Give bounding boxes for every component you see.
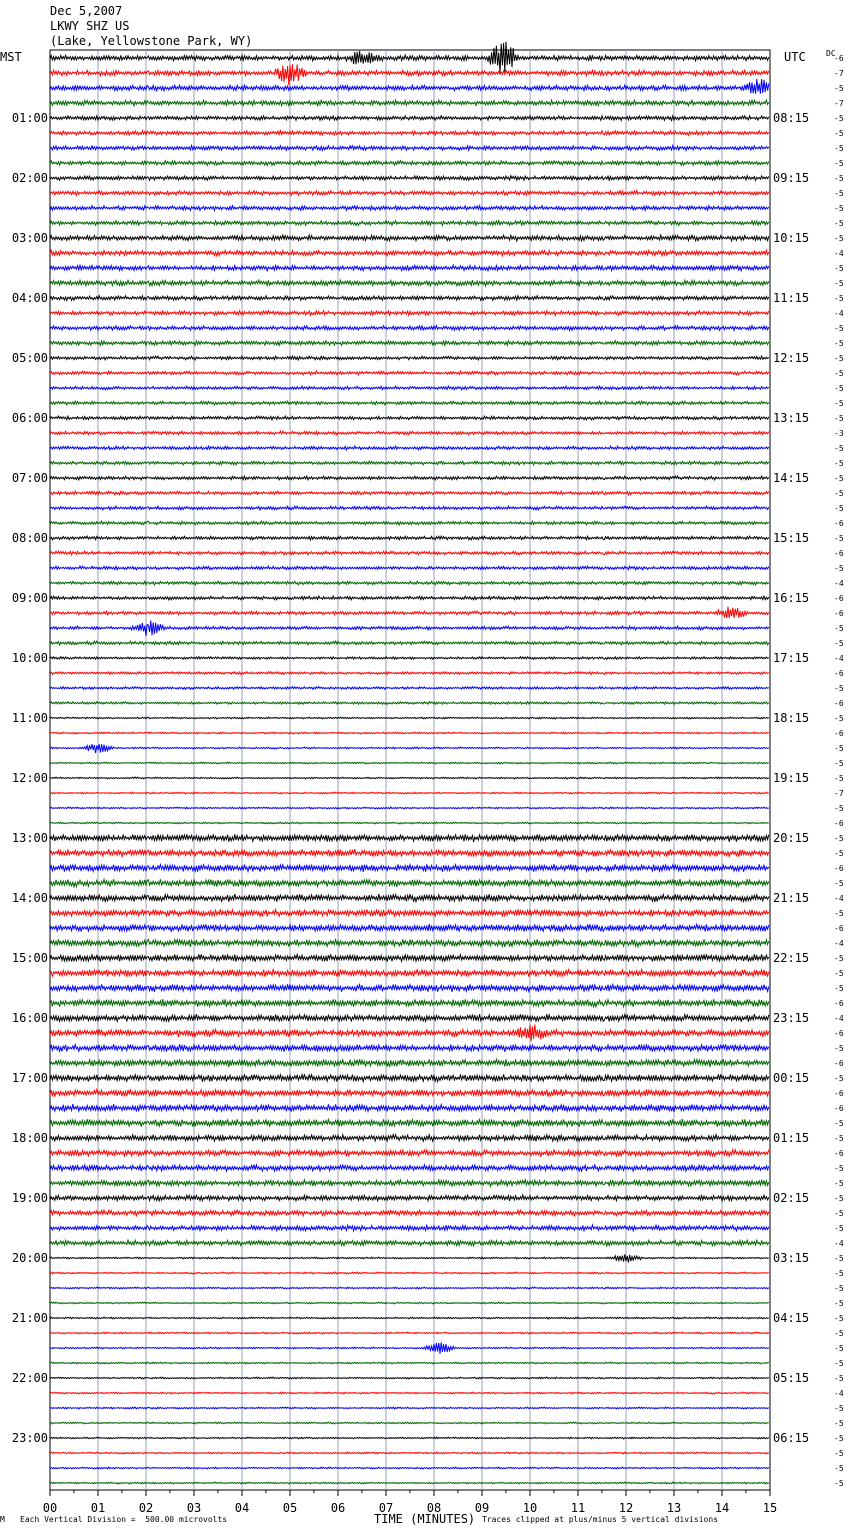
- trace-line: [50, 581, 769, 585]
- dc-offset-label: -5: [834, 1119, 844, 1128]
- utc-hour-label: 02:15: [773, 1191, 810, 1205]
- plot-frame: [50, 50, 770, 1490]
- dc-offset-label: -5: [834, 1269, 844, 1278]
- utc-hour-label: 10:15: [773, 231, 810, 245]
- trace-line: [50, 1210, 769, 1216]
- mst-hour-label: 12:00: [11, 771, 48, 785]
- dc-offset-label: -5: [834, 384, 844, 393]
- utc-hour-label: 20:15: [773, 831, 810, 845]
- dc-offset-label: -3: [834, 429, 844, 438]
- dc-offset-label: -4: [834, 1389, 844, 1398]
- dc-offset-label: -6: [834, 549, 844, 558]
- dc-offset-label: -4: [834, 249, 844, 258]
- trace-line: [50, 131, 769, 136]
- utc-hour-label: 13:15: [773, 411, 810, 425]
- dc-offset-label: -6: [834, 699, 844, 708]
- dc-offset-label: -5: [834, 1179, 844, 1188]
- trace-line: [50, 924, 769, 932]
- mst-hour-label: 07:00: [11, 471, 48, 485]
- dc-offset-label: -5: [834, 1479, 844, 1488]
- dc-offset-label: -5: [834, 1434, 844, 1443]
- dc-offset-label: -6: [834, 729, 844, 738]
- trace-line: [50, 566, 769, 570]
- dc-offset-label: -5: [834, 1209, 844, 1218]
- trace-line: [50, 1074, 769, 1082]
- trace-line: [50, 1059, 769, 1067]
- dc-offset-label: -5: [834, 1224, 844, 1233]
- trace-line: [50, 1332, 769, 1334]
- trace-line: [50, 1254, 769, 1262]
- trace-line: [50, 1482, 769, 1484]
- trace-line: [50, 431, 769, 435]
- dc-offset-label: -5: [834, 1044, 844, 1053]
- trace-line: [50, 822, 769, 824]
- trace-line: [50, 1362, 769, 1364]
- x-tick-label: 01: [90, 1501, 106, 1515]
- utc-hour-label: 06:15: [773, 1431, 810, 1445]
- x-tick-label: 07: [378, 1501, 394, 1515]
- x-tick-label: 02: [138, 1501, 154, 1515]
- dc-offset-label: -5: [834, 1449, 844, 1458]
- station-label: LKWY SHZ US: [50, 19, 130, 33]
- dc-offset-label: -5: [834, 204, 844, 213]
- mst-hour-label: 19:00: [11, 1191, 48, 1205]
- dc-offset-label: -6: [834, 864, 844, 873]
- utc-hour-label: 19:15: [773, 771, 810, 785]
- right-axis-title: UTC: [784, 50, 806, 64]
- dc-offset-label: -7: [834, 99, 844, 108]
- trace-line: [50, 834, 769, 842]
- x-tick-label: 08: [426, 1501, 442, 1515]
- trace-line: [50, 1407, 769, 1409]
- trace-line: [50, 1135, 769, 1142]
- trace-line: [50, 894, 769, 902]
- dc-offset-label: -4: [834, 654, 844, 663]
- trace-line: [50, 491, 769, 495]
- dc-offset-label: -5: [834, 474, 844, 483]
- trace-line: [50, 1024, 769, 1041]
- trace-line: [50, 146, 769, 151]
- clip-note: Traces clipped at plus/minus 5 vertical divisions: [482, 1515, 719, 1524]
- mst-hour-label: 20:00: [11, 1251, 48, 1265]
- utc-hour-label: 05:15: [773, 1371, 810, 1385]
- utc-hour-label: 18:15: [773, 711, 810, 725]
- mst-hour-label: 18:00: [11, 1131, 48, 1145]
- dc-offset-label: -5: [834, 129, 844, 138]
- x-tick-label: 03: [186, 1501, 202, 1515]
- dc-offset-label: -5: [834, 684, 844, 693]
- dc-offset-label: -6: [834, 819, 844, 828]
- dc-offset-label: -5: [834, 834, 844, 843]
- location-label: (Lake, Yellowstone Park, WY): [50, 34, 253, 48]
- trace-line: [50, 939, 769, 947]
- dc-offset-label: -5: [834, 444, 844, 453]
- trace-line: [50, 42, 769, 73]
- dc-offset-label: -5: [834, 459, 844, 468]
- trace-line: [50, 1240, 769, 1246]
- mst-hour-label: 23:00: [11, 1431, 48, 1445]
- dc-offset-label: -5: [834, 1374, 844, 1383]
- trace-line: [50, 672, 769, 675]
- trace-line: [50, 461, 769, 465]
- trace-line: [50, 999, 769, 1007]
- utc-hour-label: 16:15: [773, 591, 810, 605]
- trace-line: [50, 1317, 769, 1319]
- left-axis-title: MST: [0, 50, 22, 64]
- dc-offset-label: -5: [834, 354, 844, 363]
- trace-line: [50, 1392, 769, 1394]
- trace-line: [50, 954, 769, 961]
- scale-note: Each Vertical Division = 500.00 microvolts: [20, 1515, 228, 1524]
- dc-offset-label: -5: [834, 489, 844, 498]
- date-label: Dec 5,2007: [50, 4, 123, 18]
- trace-line: [50, 521, 769, 525]
- trace-line: [50, 446, 769, 450]
- trace-line: [50, 732, 769, 734]
- trace-line: [50, 296, 769, 301]
- trace-line: [50, 536, 769, 540]
- dc-offset-label: -6: [834, 54, 844, 63]
- mst-hour-label: 03:00: [11, 231, 48, 245]
- trace-line: [50, 506, 769, 510]
- trace-line: [50, 1180, 769, 1187]
- dc-offset-label: -5: [834, 534, 844, 543]
- mst-hour-label: 10:00: [11, 651, 48, 665]
- dc-offset-label: -4: [834, 309, 844, 318]
- x-tick-label: 04: [234, 1501, 250, 1515]
- dc-offset-label: -6: [834, 669, 844, 678]
- trace-line: [50, 1150, 769, 1157]
- dc-offset-label: -6: [834, 1104, 844, 1113]
- dc-offset-label: -6: [834, 999, 844, 1008]
- utc-hour-label: 23:15: [773, 1011, 810, 1025]
- dc-offset-label: -5: [834, 174, 844, 183]
- x-tick-label: 00: [42, 1501, 58, 1515]
- dc-offset-label: -5: [834, 849, 844, 858]
- dc-offset-label: -5: [834, 774, 844, 783]
- trace-line: [50, 1377, 769, 1379]
- trace-line: [50, 1452, 769, 1454]
- dc-offset-label: -6: [834, 1029, 844, 1038]
- trace-line: [50, 777, 769, 779]
- dc-offset-label: -5: [834, 1194, 844, 1203]
- trace-line: [50, 116, 769, 121]
- dc-offset-label: -5: [834, 324, 844, 333]
- trace-line: [50, 1225, 769, 1231]
- dc-offset-label: -5: [834, 744, 844, 753]
- dc-offset-label: -5: [834, 909, 844, 918]
- dc-offset-label: -5: [834, 1164, 844, 1173]
- dc-label: DC: [826, 49, 836, 58]
- trace-line: [50, 206, 769, 211]
- dc-offset-label: -6: [834, 519, 844, 528]
- x-axis-title: TIME (MINUTES): [374, 1512, 476, 1526]
- dc-offset-label: -5: [834, 264, 844, 273]
- trace-line: [50, 702, 769, 705]
- trace-line: [50, 879, 769, 887]
- x-tick-label: 05: [282, 1501, 298, 1515]
- dc-offset-label: -5: [834, 279, 844, 288]
- dc-offset-label: -5: [834, 159, 844, 168]
- mst-hour-label: 16:00: [11, 1011, 48, 1025]
- corner-mark: M: [0, 1515, 5, 1524]
- dc-offset-label: -5: [834, 339, 844, 348]
- dc-offset-label: -4: [834, 1014, 844, 1023]
- trace-line: [50, 1422, 769, 1424]
- dc-offset-label: -5: [834, 504, 844, 513]
- trace-line: [50, 64, 769, 85]
- trace-line: [50, 687, 769, 690]
- mst-hour-label: 05:00: [11, 351, 48, 365]
- trace-line: [50, 371, 769, 375]
- dc-offset-label: -5: [834, 1419, 844, 1428]
- trace-line: [50, 386, 769, 390]
- mst-hour-label: 22:00: [11, 1371, 48, 1385]
- mst-hour-label: 02:00: [11, 171, 48, 185]
- trace-line: [50, 1104, 769, 1112]
- trace-line: [50, 744, 769, 753]
- dc-offset-label: -5: [834, 1284, 844, 1293]
- mst-hour-label: 08:00: [11, 531, 48, 545]
- trace-line: [50, 311, 769, 316]
- trace-line: [50, 280, 769, 286]
- mst-hour-label: 15:00: [11, 951, 48, 965]
- utc-hour-label: 04:15: [773, 1311, 810, 1325]
- mst-hour-label: 04:00: [11, 291, 48, 305]
- trace-line: [50, 717, 769, 719]
- dc-offset-label: -5: [834, 219, 844, 228]
- trace-line: [50, 1467, 769, 1469]
- dc-offset-label: -5: [834, 369, 844, 378]
- mst-hour-label: 13:00: [11, 831, 48, 845]
- trace-line: [50, 792, 769, 794]
- x-tick-label: 09: [474, 1501, 490, 1515]
- dc-offset-label: -5: [834, 1074, 844, 1083]
- utc-hour-label: 17:15: [773, 651, 810, 665]
- trace-line: [50, 1272, 769, 1274]
- trace-line: [50, 356, 769, 360]
- x-tick-label: 06: [330, 1501, 346, 1515]
- dc-offset-label: -5: [834, 294, 844, 303]
- dc-offset-label: -5: [834, 879, 844, 888]
- dc-offset-label: -5: [834, 1464, 844, 1473]
- mst-hour-label: 11:00: [11, 711, 48, 725]
- trace-line: [50, 909, 769, 917]
- trace-line: [50, 621, 769, 636]
- dc-offset-label: -6: [834, 1089, 844, 1098]
- trace-line: [50, 657, 769, 660]
- dc-offset-label: -5: [834, 399, 844, 408]
- dc-offset-label: -5: [834, 564, 844, 573]
- dc-offset-label: -7: [834, 789, 844, 798]
- utc-hour-label: 00:15: [773, 1071, 810, 1085]
- dc-offset-label: -5: [834, 1329, 844, 1338]
- trace-line: [50, 762, 769, 764]
- x-tick-label: 11: [570, 1501, 586, 1515]
- trace-line: [50, 100, 769, 106]
- dc-offset-label: -4: [834, 1239, 844, 1248]
- dc-offset-label: -5: [834, 189, 844, 198]
- dc-offset-label: -5: [834, 804, 844, 813]
- mst-hour-label: 09:00: [11, 591, 48, 605]
- dc-offset-label: -5: [834, 969, 844, 978]
- dc-offset-label: -5: [834, 414, 844, 423]
- utc-hour-label: 14:15: [773, 471, 810, 485]
- trace-line: [50, 221, 769, 226]
- utc-hour-label: 08:15: [773, 111, 810, 125]
- trace-line: [50, 607, 769, 618]
- trace-line: [50, 476, 769, 480]
- mst-hour-label: 06:00: [11, 411, 48, 425]
- dc-offset-label: -5: [834, 1134, 844, 1143]
- trace-line: [50, 1302, 769, 1304]
- x-tick-label: 10: [522, 1501, 538, 1515]
- trace-line: [50, 416, 769, 420]
- utc-hour-label: 22:15: [773, 951, 810, 965]
- dc-offset-label: -4: [834, 579, 844, 588]
- utc-hour-label: 15:15: [773, 531, 810, 545]
- mst-hour-label: 01:00: [11, 111, 48, 125]
- x-tick-label: 15: [762, 1501, 778, 1515]
- trace-line: [50, 984, 769, 992]
- dc-offset-label: -5: [834, 144, 844, 153]
- dc-offset-label: -7: [834, 69, 844, 78]
- dc-offset-label: -5: [834, 1344, 844, 1353]
- dc-offset-label: -5: [834, 1359, 844, 1368]
- dc-offset-label: -5: [834, 1254, 844, 1263]
- trace-line: [50, 235, 769, 241]
- trace-line: [50, 341, 769, 346]
- trace-line: [50, 1437, 769, 1439]
- dc-offset-label: -6: [834, 1059, 844, 1068]
- dc-offset-label: -5: [834, 984, 844, 993]
- trace-line: [50, 1014, 769, 1022]
- trace-line: [50, 250, 769, 256]
- trace-line: [50, 176, 769, 181]
- trace-line: [50, 265, 769, 271]
- dc-offset-label: -5: [834, 114, 844, 123]
- dc-offset-label: -4: [834, 939, 844, 948]
- trace-line: [50, 969, 769, 977]
- trace-line: [50, 1287, 769, 1289]
- dc-offset-label: -4: [834, 894, 844, 903]
- dc-offset-label: -6: [834, 609, 844, 618]
- trace-line: [50, 1089, 769, 1096]
- trace-line: [50, 807, 769, 809]
- dc-offset-label: -6: [834, 1149, 844, 1158]
- dc-offset-label: -5: [834, 714, 844, 723]
- dc-offset-label: -5: [834, 624, 844, 633]
- trace-line: [50, 191, 769, 196]
- trace-line: [50, 326, 769, 331]
- dc-offset-label: -6: [834, 594, 844, 603]
- dc-offset-label: -5: [834, 1314, 844, 1323]
- trace-line: [50, 1044, 769, 1051]
- dc-offset-label: -5: [834, 954, 844, 963]
- trace-line: [50, 1119, 769, 1127]
- dc-offset-label: -5: [834, 639, 844, 648]
- mst-hour-label: 21:00: [11, 1311, 48, 1325]
- utc-hour-label: 01:15: [773, 1131, 810, 1145]
- trace-line: [50, 1165, 769, 1172]
- dc-offset-label: -5: [834, 759, 844, 768]
- x-tick-label: 14: [714, 1501, 730, 1515]
- x-tick-label: 13: [666, 1501, 682, 1515]
- x-tick-label: 12: [618, 1501, 634, 1515]
- utc-hour-label: 12:15: [773, 351, 810, 365]
- dc-offset-label: -6: [834, 924, 844, 933]
- utc-hour-label: 03:15: [773, 1251, 810, 1265]
- trace-line: [50, 849, 769, 857]
- mst-hour-label: 14:00: [11, 891, 48, 905]
- dc-offset-label: -5: [834, 1404, 844, 1413]
- trace-line: [50, 1195, 769, 1201]
- trace-line: [50, 1342, 769, 1353]
- utc-hour-label: 21:15: [773, 891, 810, 905]
- trace-line: [50, 864, 769, 872]
- trace-line: [50, 596, 769, 600]
- trace-line: [50, 161, 769, 166]
- trace-line: [50, 401, 769, 405]
- utc-hour-label: 11:15: [773, 291, 810, 305]
- utc-hour-label: 09:15: [773, 171, 810, 185]
- trace-line: [50, 79, 769, 94]
- trace-line: [50, 641, 769, 645]
- mst-hour-label: 17:00: [11, 1071, 48, 1085]
- dc-offset-label: -5: [834, 84, 844, 93]
- dc-offset-label: -5: [834, 1299, 844, 1308]
- dc-offset-label: -5: [834, 234, 844, 243]
- trace-line: [50, 551, 769, 555]
